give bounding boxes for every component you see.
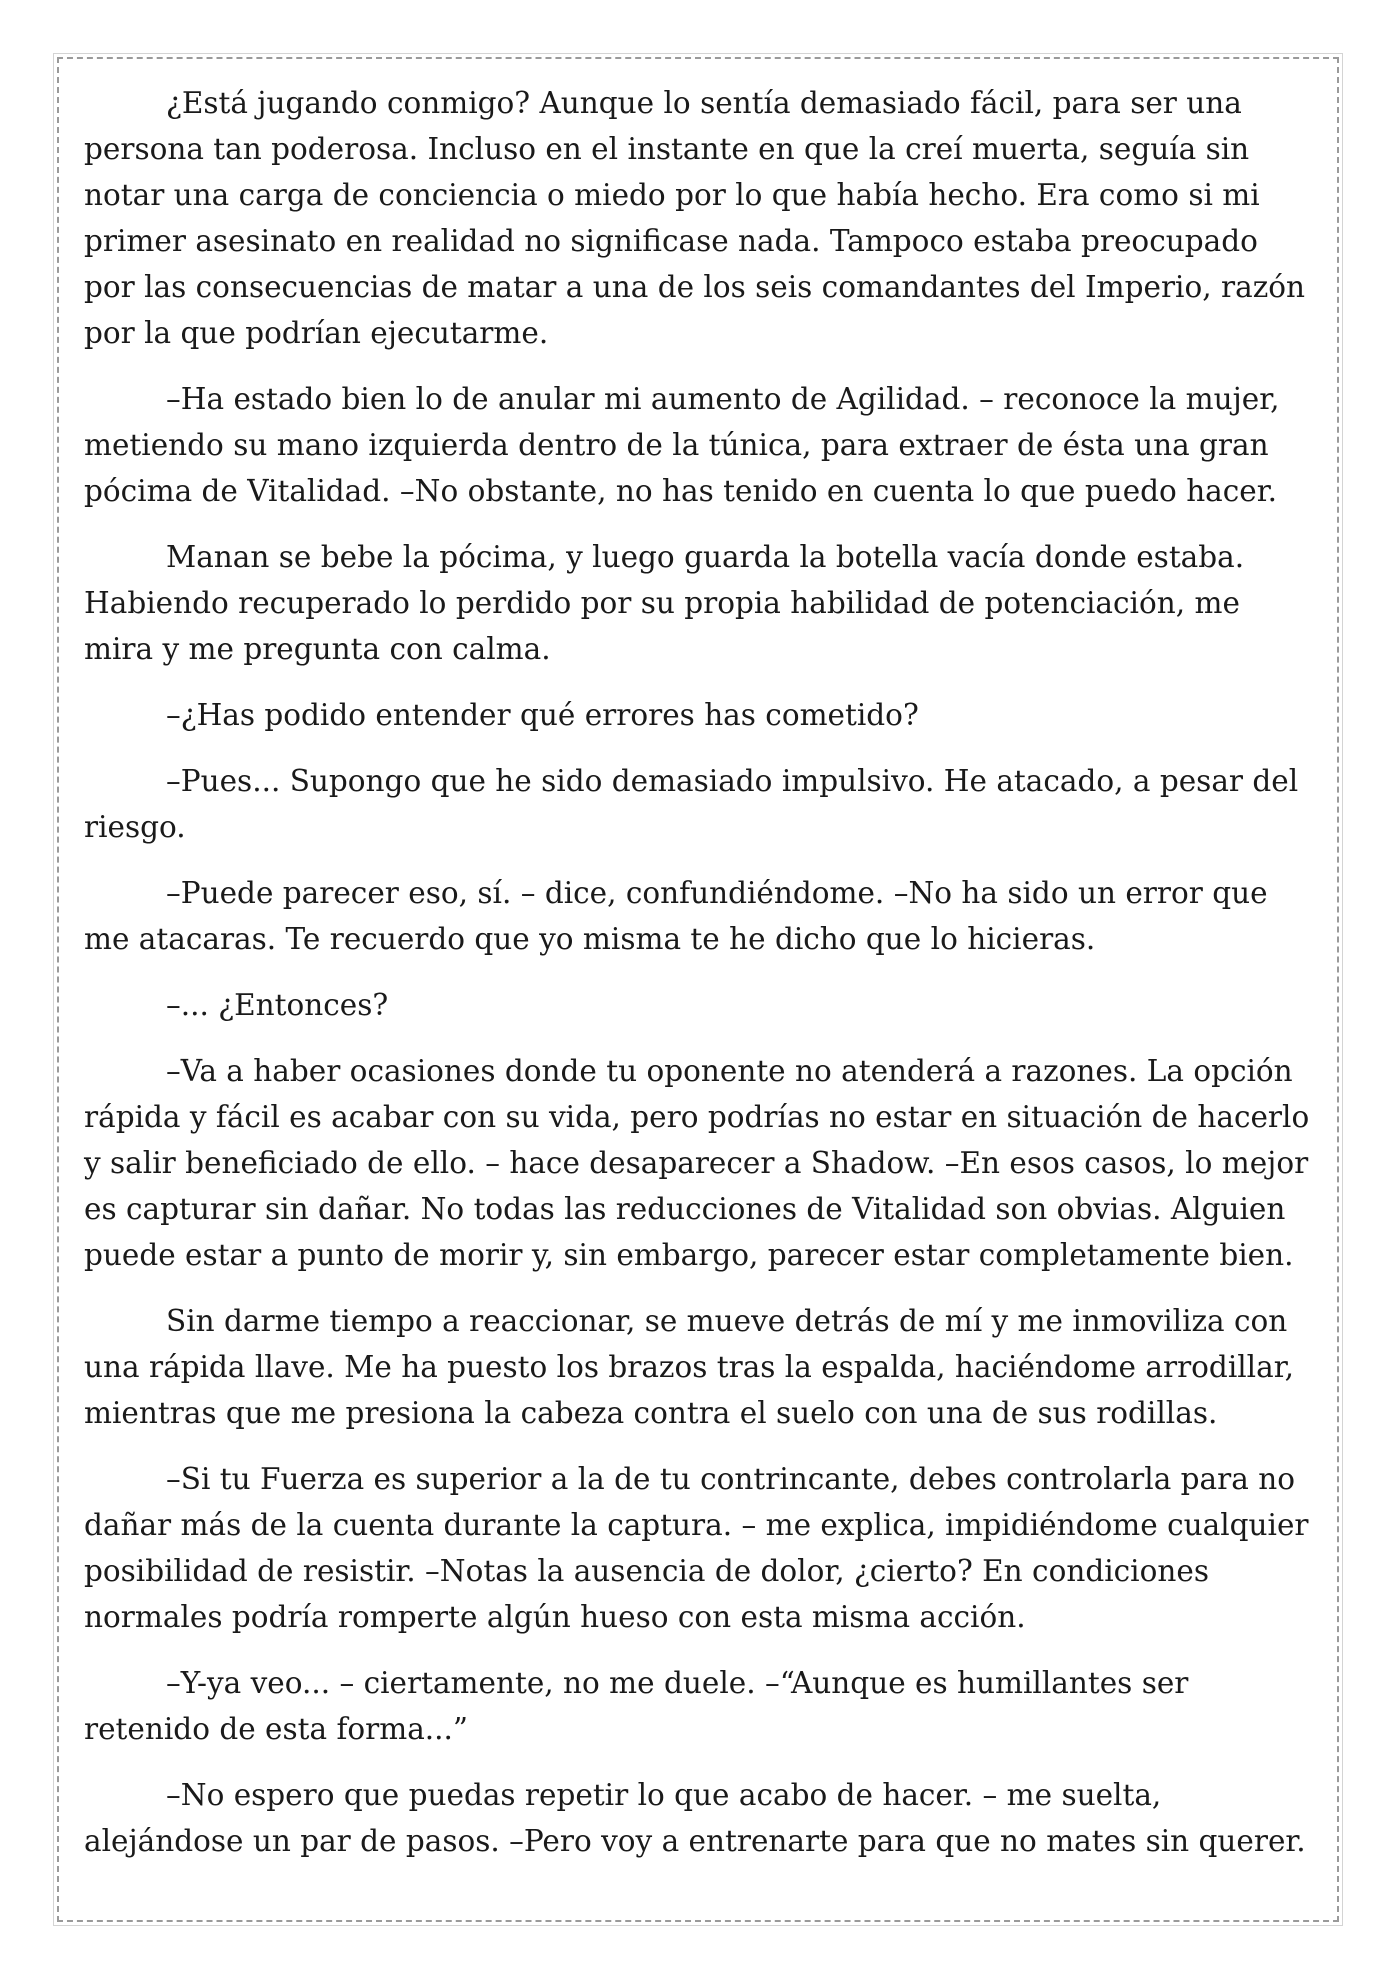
paragraph: –Ha estado bien lo de anular mi aumento de Agilidad. – reconoce la mujer, metiendo su mano izquierda dentro de la túnica, para extraer de ésta una gran pócima de Vitalidad. –No obstante, no has tenido en cuenta lo que puedo hacer.: [84, 382, 1280, 508]
paragraph: Sin darme tiempo a reaccionar, se mueve detrás de mí y me inmoviliza con una rápida llave. Me ha puesto los brazos tras la espalda, haciéndome arrodillar, mientras que me presiona la cabeza contra el suelo con una de sus rodillas.: [84, 1304, 1294, 1430]
paragraph: –Si tu Fuerza es superior a la de tu contrincante, debes controlarla para no dañar más de la cuenta durante la captura. – me explica, impidiéndome cualquier posibilidad de resistir. –Notas la ausencia de dolor, ¿cierto? En condiciones normales podría romperte algún hueso con esta misma acción.: [84, 1462, 1309, 1634]
paragraph: –Y-ya veo... – ciertamente, no me duele. –“Aunque es humillantes ser retenido de esta forma...”: [84, 1666, 1189, 1746]
paragraph: ¿Está jugando conmigo? Aunque lo sentía demasiado fácil, para ser una persona tan poderosa. Incluso en el instante en que la creí muerta, seguía sin notar una carga de conciencia o miedo por lo que había hecho. Era como si mi primer asesinato en realidad no significase nada. Tampoco estaba preocupado por las consecuencias de matar a una de los seis comandantes del Imperio, razón por la que podrían ejecutarme.: [84, 86, 1305, 350]
paragraph: –... ¿Entonces?: [166, 988, 389, 1022]
paragraph: –Pues... Supongo que he sido demasiado impulsivo. He atacado, a pesar del riesgo.: [84, 764, 1299, 844]
paragraph: –Va a haber ocasiones donde tu oponente no atenderá a razones. La opción rápida y fácil es acabar con su vida, pero podrías no estar en situación de hacerlo y salir beneficiado de ello. – hace desaparecer a Shadow. –En esos casos, lo mejor es capturar sin dañar. No todas las reducciones de Vitalidad son obvias. Alguien puede estar a punto de morir y, sin embargo, parecer estar completamente bien.: [84, 1054, 1310, 1272]
document-body: [84, 80, 1316, 1884]
paragraph: –Puede parecer eso, sí. – dice, confundiéndome. –No ha sido un error que me atacaras. Te recuerdo que yo misma te he dicho que lo hicieras.: [84, 876, 1268, 956]
paragraph: Manan se bebe la pócima, y luego guarda la botella vacía donde estaba. Habiendo recuperado lo perdido por su propia habilidad de potenciación, me mira y me pregunta con calma.: [84, 540, 1245, 666]
paragraph: –¿Has podido entender qué errores has cometido?: [166, 698, 919, 732]
paragraph: –No espero que puedas repetir lo que acabo de hacer. – me suelta, alejándose un par de pasos. –Pero voy a entrenarte para que no mates sin querer.: [84, 1778, 1306, 1858]
